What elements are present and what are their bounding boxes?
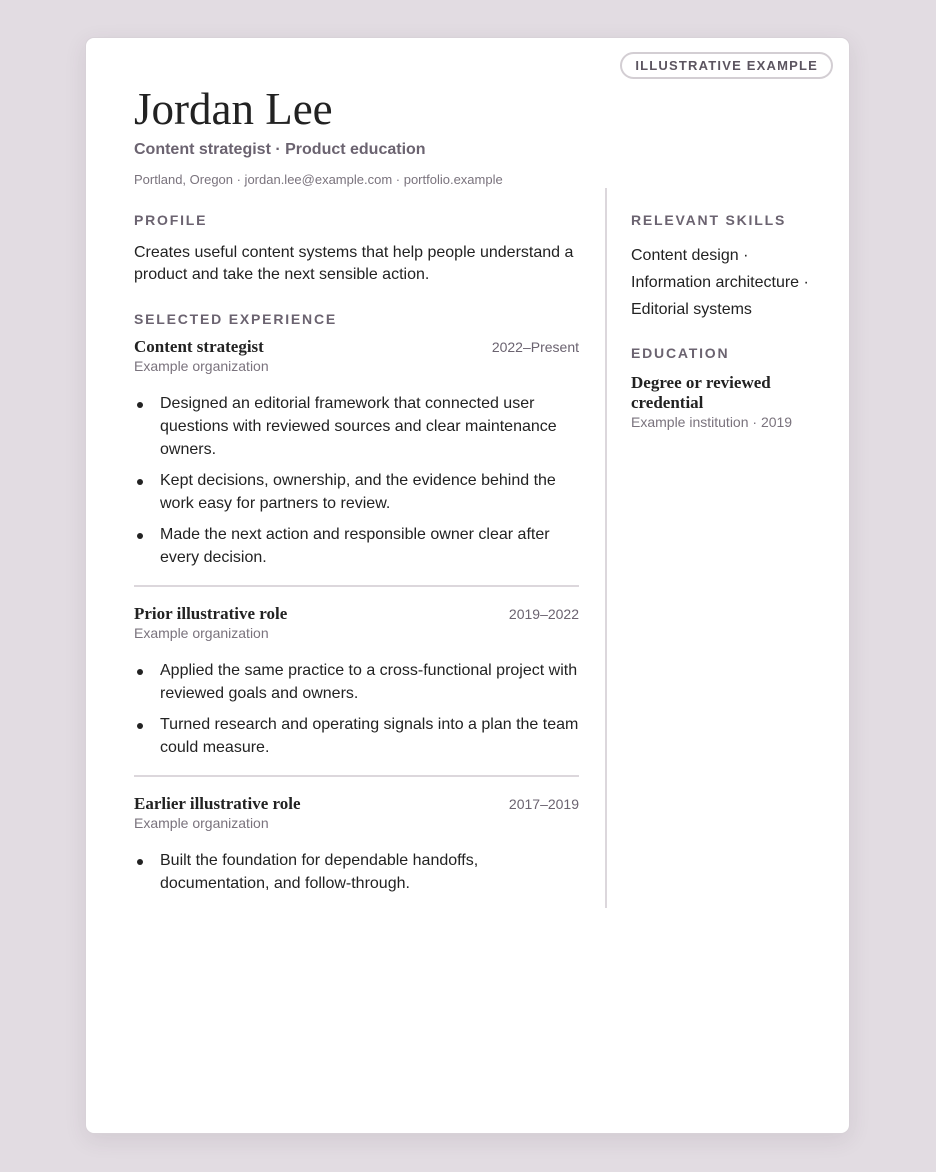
job-bullets [134, 659, 579, 759]
job-dates: 2019–2022 [508, 606, 579, 622]
side-column [631, 212, 811, 431]
job-organization: Example organization [134, 625, 269, 641]
job-organization: Example organization [134, 815, 269, 831]
education-heading: EDUCATION [631, 345, 730, 361]
column-divider [605, 188, 607, 908]
job-organization: Example organization [134, 358, 269, 374]
job-dates: 2022–Present [491, 339, 579, 355]
job-entry [134, 337, 579, 569]
candidate-subtitle: Content strategist · Product education [134, 141, 426, 158]
education-meta: Example institution · 2019 [631, 414, 793, 430]
profile-text: Creates useful content systems that help people understand a product and take the next sensible action. [134, 244, 574, 283]
main-column [134, 212, 579, 903]
job-entry [134, 794, 579, 895]
job-dates: 2017–2019 [508, 796, 579, 812]
skills-text: Content design · Information architecture · Editorial systems [631, 247, 809, 318]
experience-heading: SELECTED EXPERIENCE [134, 311, 338, 327]
job-title: Earlier illustrative role [134, 794, 301, 813]
job-bullets [134, 849, 579, 895]
candidate-name: Jordan Lee [134, 84, 333, 134]
job-entry [134, 604, 579, 759]
bullet-item: Built the foundation for dependable handoffs, documentation, and follow-through. [134, 849, 579, 895]
profile-heading: PROFILE [134, 212, 208, 228]
education-credential: Degree or reviewed credential [631, 373, 771, 412]
bullet-item: Turned research and operating signals into a plan the team could measure. [134, 713, 579, 759]
job-separator [134, 775, 579, 777]
bullet-item: Kept decisions, ownership, and the evidence behind the work easy for partners to review. [134, 469, 579, 515]
illustrative-example-badge: ILLUSTRATIVE EXAMPLE [620, 52, 833, 79]
bullet-item: Made the next action and responsible owner clear after every decision. [134, 523, 579, 569]
job-bullets [134, 392, 579, 569]
skills-heading: RELEVANT SKILLS [631, 212, 787, 228]
job-title: Content strategist [134, 337, 264, 356]
job-separator [134, 585, 579, 587]
bullet-item: Designed an editorial framework that connected user questions with reviewed sources and clear maintenance owners. [134, 392, 579, 461]
contact-line: Portland, Oregon · jordan.lee@example.com · portfolio.example [134, 172, 503, 187]
job-title: Prior illustrative role [134, 604, 288, 623]
bullet-item: Applied the same practice to a cross-functional project with reviewed goals and owners. [134, 659, 579, 705]
resume-page [85, 37, 850, 1134]
